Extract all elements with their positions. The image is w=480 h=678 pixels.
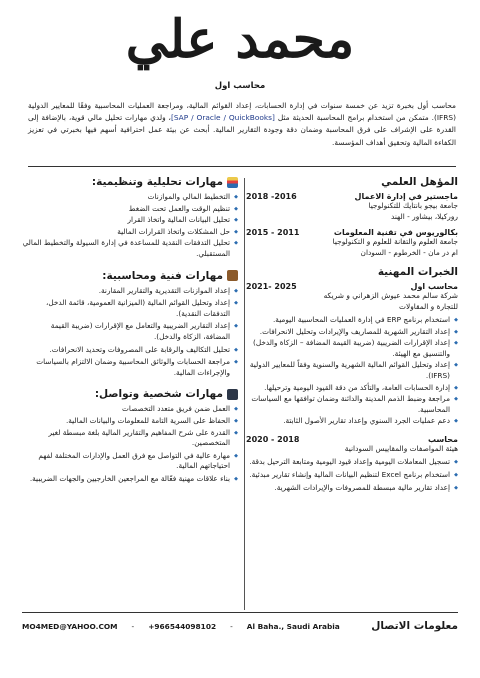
column-divider xyxy=(244,178,245,610)
contact-items xyxy=(22,622,340,631)
personal-skills-heading xyxy=(22,388,238,400)
list-item: ◆ العمل ضمن فريق متعدد التخصصات xyxy=(22,404,238,415)
degree: بكالوريوس في تقنية المعلومات xyxy=(333,228,458,237)
list-item: ◆ مراجعة الحسابات والوثائق المحاسبية وضمان الالتزام بالسياسات والإجراءات المالية. xyxy=(22,357,238,378)
technical-skills-heading xyxy=(22,270,238,282)
list-item: ◆ تنظيم الوقت والعمل تحت الضغط xyxy=(22,204,238,215)
job-role: محاسب xyxy=(427,434,458,444)
skill-list xyxy=(22,192,238,260)
degree-years: 2016- 2018 xyxy=(246,192,297,201)
list-item: ◆ حل المشكلات واتخاذ القرارات المالية xyxy=(22,227,238,238)
education-heading xyxy=(246,176,458,188)
list-item: ◆ تسجيل المعاملات اليومية وإعداد قيود اليومية ومتابعة الترحيل بدقة. xyxy=(246,457,458,468)
list-item: ◆ استخدام برنامج ERP في إدارة العمليات المحاسبية اليومية. xyxy=(246,315,458,326)
experience-heading xyxy=(246,266,458,278)
separator: - xyxy=(230,621,233,631)
contact-heading: معلومات الاتصال xyxy=(371,620,458,632)
experience-heading-text: الخبرات المهنية xyxy=(377,266,458,278)
list-item: ◆ إعداد وتحليل القوائم المالية الشهرية والسنوية وفقاً للمعايير الدولية (IFRS). xyxy=(246,360,458,381)
company-line: هيئة المواصفات والمقاييس السودانية xyxy=(344,443,458,453)
list-item: ◆ التخطيط المالي والموازنات xyxy=(22,192,238,203)
technical-skills xyxy=(22,270,238,379)
list-item: ◆ تحليل التكاليف والرقابة على المصروفات وتحديد الانحرافات. xyxy=(22,345,238,356)
analytical-skills-heading xyxy=(22,176,238,188)
technical-skills-heading-text: مهارات فنية ومحاسبية: xyxy=(102,269,223,282)
right-column xyxy=(246,176,458,499)
phone-number[interactable]: +966544098102 xyxy=(148,621,217,631)
head-icon xyxy=(227,389,238,400)
institution-line: جامعة العلوم والتقانة للعلوم و التكنولوجيا xyxy=(332,237,458,246)
briefcase-icon xyxy=(227,270,238,281)
company-line: شركة سالم محمد عيوش الزهراني و شريكه xyxy=(323,291,458,300)
list-item: ◆ استخدام برنامج Excel لتنظيم البيانات المالية وإنشاء تقارير مبدئية. xyxy=(246,470,458,481)
list-item: ◆ إعداد الإقرارات الضريبية (ضريبة القيمة المضافة – الزكاة والدخل) والتنسيق مع الهيئة. xyxy=(246,338,458,359)
summary-part-1: محاسب أول بخبرة تزيد عن خمسة سنوات في إدارة الحسابات، إعداد القوائم المالية، ومراجعة العمليات المحاسبية وفقًا للمعايير الدولية (IFRS). متمكن من استخدام برامج المحاسبة الحديثة مثل xyxy=(28,101,456,123)
summary-part-2: ، ولدي مهارات تحليل مالي قوية، بالإضافة إلى القدرة على الإشراف على فرق المحاسبة وضمان دقة وجودة التقارير المالية. أبحث عن بيئة عمل احترافية أسهم فيها بخبرتي في تعزيز الكفاءة المالية وتحقيق أهداف المؤسسة. xyxy=(28,113,456,147)
job-title: محاسب اول xyxy=(214,81,266,91)
bar-chart-icon xyxy=(227,177,238,188)
skill-list xyxy=(22,404,238,484)
separator: - xyxy=(131,621,135,631)
list-item: ◆ بناء علاقات مهنية فعّالة مع المراجعين الخارجيين والجهات الضريبية. xyxy=(22,474,238,485)
list-item: ◆ مراجعة وضبط الذمم المدينة والدائنة وضمان توافقها مع السياسات المحاسبية. xyxy=(246,394,458,415)
contact-footer xyxy=(22,620,458,632)
personal-skills-heading-text: مهارات شخصية وتواصل: xyxy=(94,388,223,401)
skill-list xyxy=(22,286,238,379)
list-item: ◆ دعم عمليات الجرد السنوي وإعداد تقارير الأصول الثابتة. xyxy=(246,416,458,427)
job-role: محاسب اول xyxy=(410,282,458,291)
institution-line: روركيلا، بيشاور - الهند xyxy=(390,211,458,221)
list-item: ◆ إدارة الحسابات العامة، والتأكد من دقة القيود اليومية وترحيلها. xyxy=(246,383,458,394)
candidate-name: محمد علي xyxy=(125,9,355,70)
education-heading-text: المؤهل العلمي xyxy=(381,176,458,188)
job-years: 2025 -2021 xyxy=(246,282,297,291)
job-years: 2018 - 2020 xyxy=(246,434,300,444)
degree: ماجستير في إدارة الاعمال xyxy=(354,192,458,201)
profile-summary xyxy=(28,100,456,149)
degree-years: 2011 - 2015 xyxy=(246,228,300,237)
job-item xyxy=(246,282,458,427)
analytical-skills-heading-text: مهارات تحليلية وتنظيمية: xyxy=(91,176,223,188)
list-item: ◆ إعداد وتحليل القوائم المالية (الميزانية العمومية، قائمة الدخل، التدفقات النقدية). xyxy=(22,298,238,319)
job-item xyxy=(246,435,458,493)
list-item: ◆ إعداد التقارير الضريبية والتعامل مع الإقرارات (ضريبة القيمة المضافة، الزكاة والدخل). xyxy=(22,321,238,342)
summary-divider xyxy=(28,166,456,167)
email-link[interactable]: MO4MED@YAHOO.COM xyxy=(22,621,118,631)
list-item: ◆ إعداد الموازنات التقديرية والتقارير المقارنة. xyxy=(22,286,238,297)
summary-software: [SAP / Oracle / QuickBooks] xyxy=(170,113,275,123)
job-bullets xyxy=(246,315,458,427)
education-item xyxy=(246,228,458,258)
footer-divider xyxy=(22,612,458,613)
personal-skills xyxy=(22,388,238,484)
company-line: للتجارة و المقاولات xyxy=(399,301,458,311)
institution-line: ام در مان - الخرطوم - السودان xyxy=(360,247,458,257)
job-bullets xyxy=(246,457,458,493)
list-item: ◆ تحليل التدفقات النقدية للمساعدة في إدارة السيولة والتخطيط المالي المستقبلي. xyxy=(22,238,238,259)
list-item: ◆ إعداد تقارير مالية مبسطة للمصروفات والإيرادات الشهرية. xyxy=(246,483,458,494)
list-item: ◆ القدرة على شرح المفاهيم والتقارير المالية بلغة مبسطة لغير المتخصصين. xyxy=(22,428,238,449)
list-item: ◆ الحفاظ على السرية التامة للمعلومات والبيانات المالية. xyxy=(22,416,238,427)
left-column xyxy=(22,176,238,494)
analytical-skills xyxy=(22,176,238,260)
list-item: ◆ تحليل البيانات المالية واتخاذ القرار xyxy=(22,215,238,226)
education-item xyxy=(246,192,458,222)
list-item: ◆ إعداد التقارير الشهرية للمصاريف والإيرادات وتحليل الانحرافات. xyxy=(246,327,458,338)
institution-line: جامعة بيجو بانتايك للتكنولوجيا xyxy=(368,201,458,210)
location: Al Baha., Saudi Arabia xyxy=(246,621,340,631)
list-item: ◆ مهارة عالية في التواصل مع فرق العمل والإدارات المختلفة لفهم احتياجاتهم المالية. xyxy=(22,451,238,472)
